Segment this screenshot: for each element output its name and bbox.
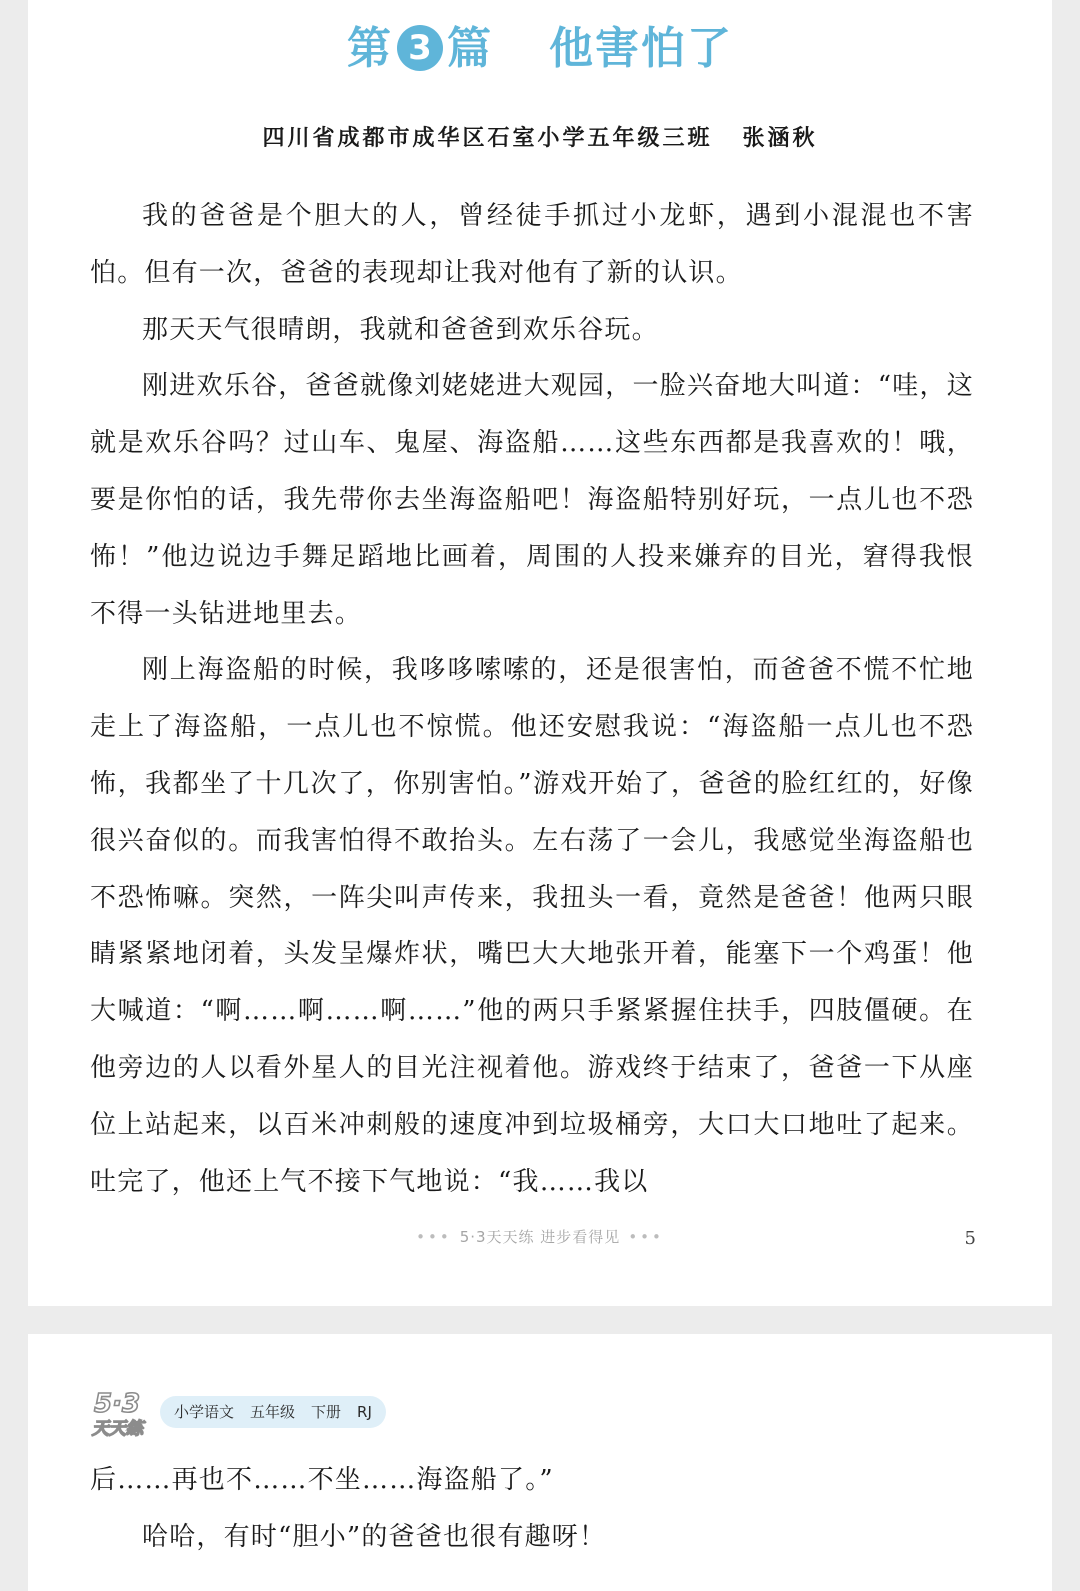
article-body-continued xyxy=(90,1452,974,1566)
author-line xyxy=(28,118,1052,158)
book-volume: 下册 xyxy=(311,1403,342,1421)
page-number: 5 xyxy=(964,1228,976,1249)
paragraph-2: 那天天气很晴朗，我就和爸爸到欢乐谷玩。 xyxy=(142,314,659,345)
continued-line: 后……再也不……不坐……海盗船了。” xyxy=(90,1465,554,1495)
paragraph-1: 我的爸爸是个胆大的人，曾经徒手抓过小龙虾，遇到小混混也不害怕。但有一次，爸爸的表现却让我对他有了新的认识。 xyxy=(90,201,974,288)
paragraph-4: 刚上海盗船的时候，我哆哆嗦嗦的，还是很害怕，而爸爸不慌不忙地走上了海盗船，一点儿也不惊慌。他还安慰我说：“海盗船一点儿也不恐怖，我都坐了十几次了，你别害怕。”游戏开始了，爸爸的脸红红的，好像很兴奋似的。而我害怕得不敢抬头。左右荡了一会儿，我感觉坐海盗船也不恐怖嘛。突然，一阵尖叫声传来，我扭头一看，竟然是爸爸！他两只眼睛紧紧地闭着，头发呈爆炸状，嘴巴大大地张开着，能塞下一个鸡蛋！他大喊道：“啊……啊……啊……”他的两只手紧紧握住扶手，四肢僵硬。在他旁边的人以看外星人的目光注视着他。游戏终于结束了，爸爸一下从座位上站起来，以百米冲刺般的速度冲到垃圾桶旁，大口大口地吐了起来。吐完了，他还上气不接下气地说：“我……我以 xyxy=(90,655,974,1197)
page-6 xyxy=(28,1334,1052,1591)
article-number-badge: 3 xyxy=(397,25,443,71)
final-paragraph: 哈哈，有时“胆小”的爸爸也很有趣呀！ xyxy=(142,1521,607,1552)
author-school: 四川省成都市成华区石室小学五年级三班 xyxy=(262,125,713,151)
article-body xyxy=(90,188,974,1210)
article-title xyxy=(28,14,1052,84)
title-suffix: 篇 xyxy=(447,23,493,74)
53-logo-icon xyxy=(90,1386,168,1440)
title-prefix: 第 xyxy=(347,23,393,74)
author-name: 张涵秋 xyxy=(742,125,818,151)
svg-text:5·3: 5·3 xyxy=(94,1389,141,1419)
svg-text:天天练: 天天练 xyxy=(92,1419,143,1439)
paragraph-3: 刚进欢乐谷，爸爸就像刘姥姥进大观园，一脸兴奋地大叫道：“哇，这就是欢乐谷吗？过山车、鬼屋、海盗船……这些东西都是我喜欢的！哦，要是你怕的话，我先带你去坐海盗船吧！海盗船特别好玩，一点儿也不恐怖！”他边说边手舞足蹈地比画着，周围的人投来嫌弃的目光，窘得我恨不得一头钻进地里去。 xyxy=(90,371,974,629)
book-info-badge xyxy=(160,1396,386,1428)
footer-dots-right: ••• xyxy=(628,1228,664,1246)
book-subject: 小学语文 xyxy=(174,1403,235,1421)
footer-slogan-text: 5·3天天练 进步看得见 xyxy=(459,1228,621,1246)
footer-slogan xyxy=(28,1226,1052,1247)
footer-dots-left: ••• xyxy=(416,1228,452,1246)
page-5 xyxy=(28,0,1052,1306)
book-grade: 五年级 xyxy=(250,1403,296,1421)
title-text: 他害怕了 xyxy=(549,23,733,74)
book-edition: RJ xyxy=(357,1403,372,1421)
